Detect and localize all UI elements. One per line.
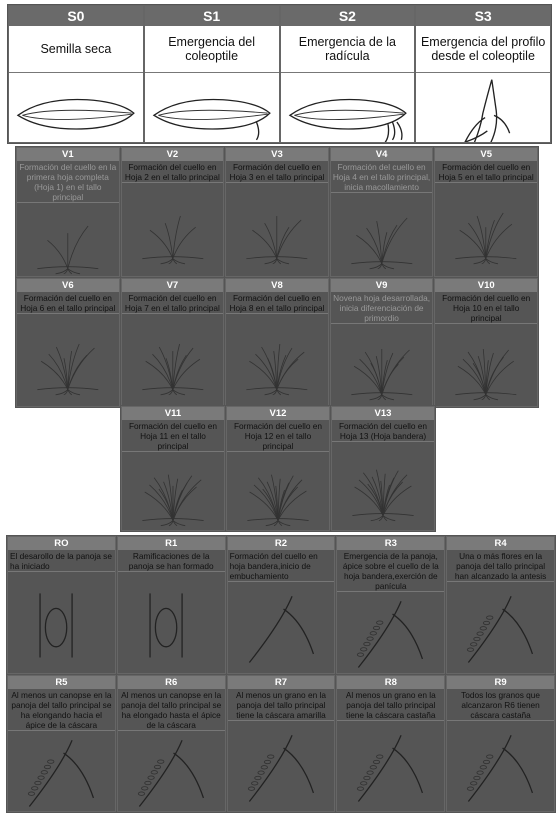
grain-mark [364, 776, 370, 779]
stage-illustration [9, 72, 143, 143]
stem-line [29, 740, 72, 806]
stage-illustration [337, 591, 444, 673]
stage-code: V4 [331, 148, 433, 161]
illustration-svg [8, 572, 115, 673]
stage-cell-s3 [415, 5, 551, 143]
stage-code: V10 [435, 279, 537, 292]
leaf-stroke [150, 230, 173, 258]
illustration-svg [332, 442, 434, 530]
stage-cell-s2 [280, 5, 416, 143]
stage-description: Emergencia de la radícula [298, 35, 397, 63]
stage-code: R8 [337, 676, 444, 689]
stage-code: V5 [435, 148, 537, 161]
stage-description: Al menos un grano en la panoja del tallo principal tiene la cáscara castaña [345, 689, 436, 720]
stage-code: R3 [337, 537, 444, 550]
grain-mark [44, 765, 50, 768]
stage-illustration [331, 323, 433, 407]
stage-cell-r5 [7, 675, 116, 813]
leaf-stroke [278, 491, 306, 521]
stage-description: Al menos un canopse en la panoja del tallo principal se ha elongado hasta el ápice de la cáscara [121, 689, 222, 730]
root-stroke [56, 389, 68, 394]
grain-mark [374, 760, 380, 763]
vegetative-stages-grid [15, 146, 539, 408]
stage-description: Formación del cuello en Hoja 8 en el tallo principal [229, 292, 325, 313]
grain-mark [264, 760, 270, 763]
stage-cell-s1 [144, 5, 280, 143]
stage-cell-v7 [121, 278, 225, 408]
stage-description: Emergencia del profilo desde el coleoptile [420, 35, 546, 63]
stage-description: Formación del cuello en Hoja 11 en el tallo principal [128, 421, 218, 451]
stage-description: Ramificaciones de la panoja se han formado [128, 551, 214, 571]
stem-line [249, 735, 292, 801]
stage-code: V6 [17, 279, 119, 292]
leaf-stroke [47, 240, 67, 268]
stage-code: S1 [145, 6, 279, 26]
stage-illustration [435, 323, 537, 407]
stage-code: V12 [227, 407, 329, 420]
leaf-line [283, 748, 313, 793]
grain-mark [364, 642, 370, 645]
grain-mark [480, 627, 486, 630]
stage-cell-v1 [16, 147, 120, 277]
late-vegetative-stages-block [120, 405, 436, 532]
stage-cell-v4 [330, 147, 434, 277]
grain-mark [361, 648, 367, 651]
stage-cell-v3 [225, 147, 329, 277]
stage-code: R9 [447, 676, 554, 689]
stage-description: Todos los granos que alcanzaron R6 tienen cáscara castaña [461, 689, 541, 720]
grain-mark [138, 791, 144, 794]
seed-drawing [465, 80, 510, 143]
stage-code: R7 [228, 676, 335, 689]
stage-illustration [122, 182, 224, 276]
leaf-stroke [382, 218, 407, 264]
grain-mark [367, 637, 373, 640]
panicle-bud [155, 608, 176, 646]
illustration-svg [337, 721, 444, 812]
grain-mark [141, 786, 147, 789]
seedling-stages-block [7, 4, 552, 144]
grain-mark [370, 632, 376, 635]
stage-cell-v8 [225, 278, 329, 408]
root-stroke [369, 394, 381, 399]
stage-code: R1 [118, 537, 225, 550]
grain-mark [358, 653, 364, 656]
stage-description: Semilla seca [40, 42, 112, 56]
stage-code: S3 [416, 6, 550, 26]
grain-mark [257, 770, 263, 773]
illustration-svg [281, 73, 415, 143]
grain-mark [377, 621, 383, 624]
illustration-svg [122, 183, 224, 276]
stage-illustration [122, 313, 224, 407]
leaf-stroke [165, 223, 173, 259]
grain-mark [267, 754, 273, 757]
grain-mark [151, 770, 157, 773]
illustration-svg [145, 73, 279, 143]
stage-cell-r6 [117, 675, 226, 813]
grain-mark [261, 765, 267, 768]
grain-mark [374, 626, 380, 629]
grain-mark [484, 621, 490, 624]
leaf-stroke [250, 361, 277, 389]
leaf-line [173, 753, 203, 798]
grain-mark [477, 632, 483, 635]
stage-code: V8 [226, 279, 328, 292]
grain-mark [474, 637, 480, 640]
stage-description: Al menos un canopse en la panoja del tallo principal se ha elongando hacia el ápice de la cáscara [11, 689, 112, 730]
grain-mark [367, 770, 373, 773]
root-stroke [161, 521, 173, 526]
illustration-svg [447, 582, 554, 673]
panicle-bud [45, 608, 66, 646]
stage-cell-v5 [434, 147, 538, 277]
stem-line [249, 596, 292, 662]
illustration-svg [122, 314, 224, 407]
stage-cell-v6 [16, 278, 120, 408]
stage-code: V2 [122, 148, 224, 161]
root-stroke [265, 389, 277, 394]
stage-illustration [228, 581, 335, 673]
leaf-stroke [172, 216, 180, 259]
stage-code: R5 [8, 676, 115, 689]
grain-mark [48, 759, 54, 762]
illustration-svg [17, 203, 119, 276]
illustration-svg [226, 183, 328, 276]
stage-illustration [8, 730, 115, 812]
stage-code: R4 [447, 537, 554, 550]
illustration-svg [331, 324, 433, 407]
stage-description: Formación del cuello en Hoja 6 en el tallo principal [20, 292, 116, 313]
stage-illustration [447, 581, 554, 673]
stage-illustration [118, 730, 225, 812]
stem-line [359, 735, 402, 801]
grain-mark [474, 776, 480, 779]
stage-illustration [145, 72, 279, 143]
stage-cell-v9 [330, 278, 434, 408]
illustration-svg [8, 731, 115, 812]
stage-illustration [331, 192, 433, 276]
stage-description: Emergencia de la panoja, ápice sobre el cuello de la hoja bandera,exerción de panícula [342, 551, 439, 591]
reproductive-stages-grid [6, 535, 556, 813]
leaf-stroke [64, 358, 68, 389]
reproductive-stages-block [6, 535, 556, 813]
grain-mark [157, 759, 163, 762]
illustration-svg [447, 721, 554, 812]
stage-illustration [17, 313, 119, 407]
root-stroke [474, 394, 486, 399]
stage-cell-r9 [446, 675, 555, 813]
leaf-stroke [149, 485, 173, 521]
leaf-line [503, 609, 533, 654]
grain-mark [361, 781, 367, 784]
stage-illustration [281, 72, 415, 143]
illustration-svg [226, 314, 328, 407]
stem-line [139, 740, 182, 806]
illustration-svg [331, 193, 433, 276]
grain-mark [254, 776, 260, 779]
illustration-svg [122, 452, 224, 530]
illustration-svg [227, 452, 329, 530]
stage-illustration [227, 451, 329, 530]
grain-mark [31, 786, 37, 789]
stage-description: Formación del cuello en Hoja 12 en el tallo principal [233, 421, 323, 451]
grain-mark [471, 643, 477, 646]
stage-illustration [122, 451, 224, 530]
seed-drawing [18, 100, 134, 130]
stage-code: R6 [118, 676, 225, 689]
stage-code: RO [8, 537, 115, 550]
stage-cell-r4 [446, 536, 555, 674]
grain-mark [484, 760, 490, 763]
leaf-stroke [354, 366, 382, 394]
leaf-line [64, 753, 94, 798]
leaf-stroke [68, 226, 88, 269]
stage-description: Formación del cuello en Hoja 7 en el tallo principal [124, 292, 220, 313]
stage-illustration [226, 182, 328, 276]
stage-cell-v12 [226, 406, 330, 531]
root-stroke [160, 259, 172, 264]
vegetative-stages-block [15, 146, 539, 408]
stage-description: Novena hoja desarrollada, inicia diferenciación de primordio [333, 292, 431, 323]
illustration-svg [228, 582, 335, 673]
stage-code: V13 [332, 407, 434, 420]
root-stroke [369, 264, 381, 269]
stage-description: El desarollo de la panoja se ha iniciado [10, 551, 112, 571]
root-stroke [371, 516, 383, 521]
leaf-stroke [377, 221, 382, 264]
leaf-line [393, 748, 423, 793]
grain-mark [480, 765, 486, 768]
stage-description: Formación del cuello en Hoja 4 en el tallo principal, inicia macollamiento [332, 162, 431, 192]
grain-mark [377, 754, 383, 757]
stage-description: Al menos un grano en la panoja del tallo principal tiene la cáscara amarilla [236, 689, 326, 720]
stage-code: S2 [281, 6, 415, 26]
stage-illustration [118, 571, 225, 673]
stem-line [469, 735, 512, 801]
grain-mark [144, 781, 150, 784]
illustration-svg [9, 73, 143, 143]
stage-illustration [435, 182, 537, 276]
illustration-svg [118, 572, 225, 673]
grain-mark [487, 754, 493, 757]
grain-mark [41, 770, 47, 773]
root-stroke [266, 521, 278, 526]
grain-mark [471, 781, 477, 784]
grain-mark [248, 786, 254, 789]
stage-description: Emergencia del coleoptile [168, 35, 256, 63]
stage-code: V1 [17, 148, 119, 161]
stage-code: S0 [9, 6, 143, 26]
stage-description: Formación del cuello en Hoja 3 en el tallo principal [229, 162, 325, 182]
stage-code: V9 [331, 279, 433, 292]
leaf-stroke [41, 361, 68, 389]
leaf-stroke [173, 480, 201, 521]
stage-code: R2 [228, 537, 335, 550]
stage-description: Formación del cuello en Hoja 10 en el tallo principal [442, 292, 531, 323]
illustration-svg [435, 183, 537, 276]
stage-illustration [17, 202, 119, 276]
late-vegetative-stages-grid [120, 405, 436, 532]
grain-mark [251, 781, 257, 784]
stage-cell-r2 [227, 536, 336, 674]
stage-description: Una o más flores en la panoja del tallo principal han alcanzado la antesis [454, 551, 547, 581]
leaf-stroke [277, 352, 304, 390]
grain-mark [467, 786, 473, 789]
grain-mark [467, 648, 473, 651]
stage-illustration [228, 720, 335, 812]
stage-code: V11 [122, 407, 224, 420]
stage-illustration [332, 441, 434, 530]
stage-description: Formación del cuello en Hoja 2 en el tallo principal [124, 162, 220, 182]
illustration-svg [435, 324, 537, 407]
leaf-stroke [277, 220, 301, 259]
illustration-svg [118, 731, 225, 812]
grain-mark [148, 775, 154, 778]
grain-mark [487, 616, 493, 619]
grain-mark [35, 781, 41, 784]
stage-illustration [226, 313, 328, 407]
seed-drawing [154, 100, 270, 140]
illustration-svg [337, 592, 444, 673]
stage-illustration [416, 72, 550, 143]
stage-cell-s0 [8, 5, 144, 143]
illustration-svg [228, 721, 335, 812]
seed-drawing [289, 100, 405, 143]
stage-cell-v13 [331, 406, 435, 531]
illustration-svg [17, 314, 119, 407]
leaf-stroke [265, 223, 277, 259]
root-stroke [160, 389, 172, 394]
leaf-line [503, 748, 533, 793]
illustration-svg [416, 73, 550, 143]
grain-mark [358, 786, 364, 789]
grain-mark [154, 765, 160, 768]
grain-mark [28, 791, 34, 794]
stage-cell-v2 [121, 147, 225, 277]
seedling-stages-grid [7, 4, 552, 144]
stage-code: V3 [226, 148, 328, 161]
stage-illustration [447, 720, 554, 812]
stage-description: Formación del cuello en la primera hoja completa (Hoja 1) en el tallo principal [19, 162, 117, 202]
stage-illustration [8, 571, 115, 673]
stage-cell-v11 [121, 406, 225, 531]
root-stroke [265, 259, 277, 264]
leaf-line [283, 609, 313, 654]
root-stroke [474, 259, 486, 264]
stage-cell-v10 [434, 278, 538, 408]
stage-cell-ro [7, 536, 116, 674]
stage-cell-r8 [336, 675, 445, 813]
stem-line [469, 596, 512, 662]
grain-mark [38, 775, 44, 778]
stage-description: Formación del cuello en Hoja 13 (Hoja bandera) [338, 421, 428, 441]
stage-cell-r3 [336, 536, 445, 674]
leaf-stroke [383, 486, 411, 516]
leaf-stroke [253, 230, 277, 258]
leaf-stroke [477, 216, 486, 259]
grain-mark [370, 765, 376, 768]
stage-cell-r7 [227, 675, 336, 813]
leaf-stroke [68, 348, 95, 390]
leaf-line [393, 614, 423, 659]
stage-illustration [337, 720, 444, 812]
stage-description: Formación del cuello en hoja bandera,inicio de embuchamiento [229, 551, 318, 581]
grain-mark [477, 770, 483, 773]
stage-cell-r1 [117, 536, 226, 674]
stage-description: Formación del cuello en Hoja 5 en el tallo principal [438, 162, 534, 182]
root-stroke [56, 269, 68, 274]
stem-line [359, 601, 402, 667]
stage-code: V7 [122, 279, 224, 292]
